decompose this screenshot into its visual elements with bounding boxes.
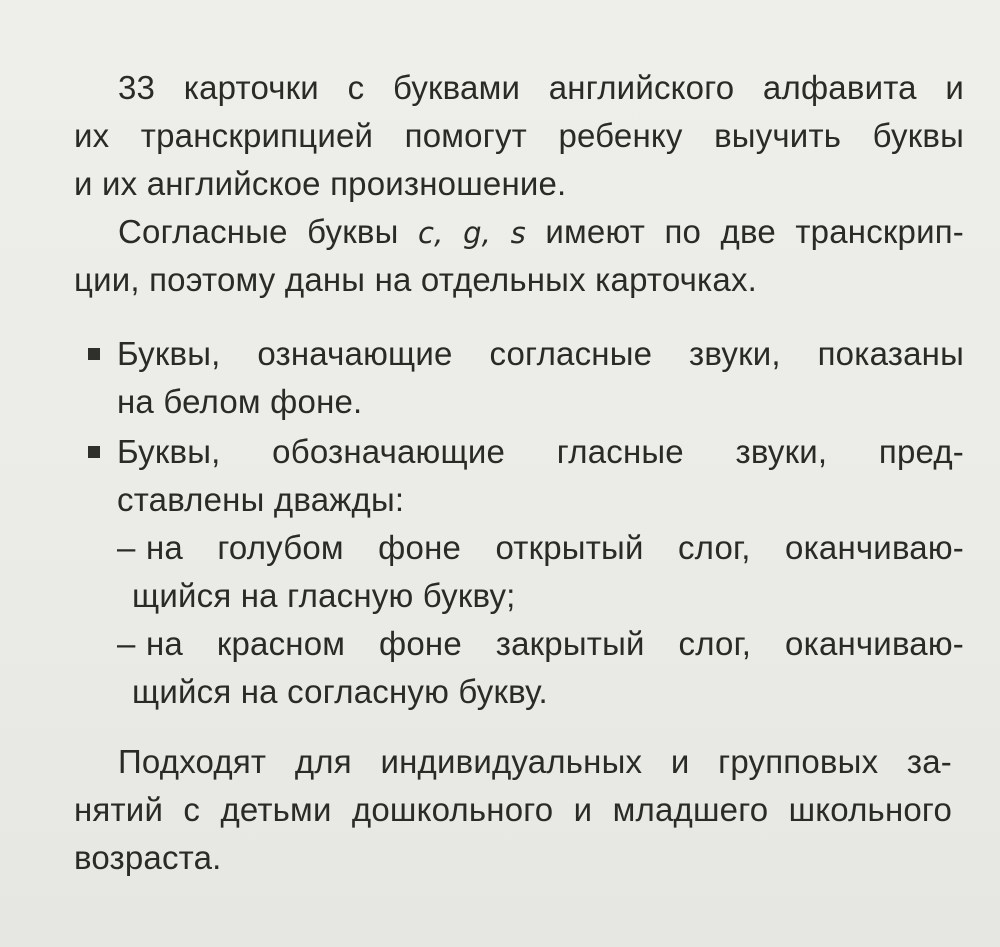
outro-line-1: Подходят для индивидуальных и групповых за- [118,743,952,780]
dash-marker: – [117,625,136,662]
bullet-2-line-2: ставлены дважды: [117,481,405,518]
outro-line-3: возраста. [74,839,222,876]
intro-line-3: и их английское произношение. [74,165,567,202]
sub-2-line-2: щийся на согласную букву. [132,673,548,710]
intro-line-1: 33 карточки с буквами английского алфавита и [118,69,964,106]
sub-1-line-2: щийся на гласную букву; [132,577,516,614]
consonants-line-1-before: Согласные буквы [118,213,399,250]
bullet-1-line-1: Буквы, означающие согласные звуки, показаны [117,335,964,372]
dash-marker: – [117,529,136,566]
sub-1-line-1: на голубом фоне открытый слог, оканчиваю- [146,529,964,566]
bullet-square-icon [88,348,100,360]
consonants-line-1-after: имеют по две транскрип- [545,213,964,250]
bullet-1-line-2: на белом фоне. [117,383,363,420]
intro-line-2: их транскрипцией помогут ребенку выучить буквы [74,117,964,154]
consonant-letters: c, g, s [418,216,526,250]
consonants-line-1 [118,212,964,253]
sub-2-line-1: на красном фоне закрытый слог, оканчиваю- [146,625,964,662]
consonants-line-2: ции, поэтому даны на отдельных карточках. [74,261,758,298]
outro-line-2: нятий с детьми дошкольного и младшего школьного [74,791,952,828]
bullet-square-icon [88,446,100,458]
bullet-2-line-1: Буквы, обозначающие гласные звуки, пред- [117,433,964,470]
